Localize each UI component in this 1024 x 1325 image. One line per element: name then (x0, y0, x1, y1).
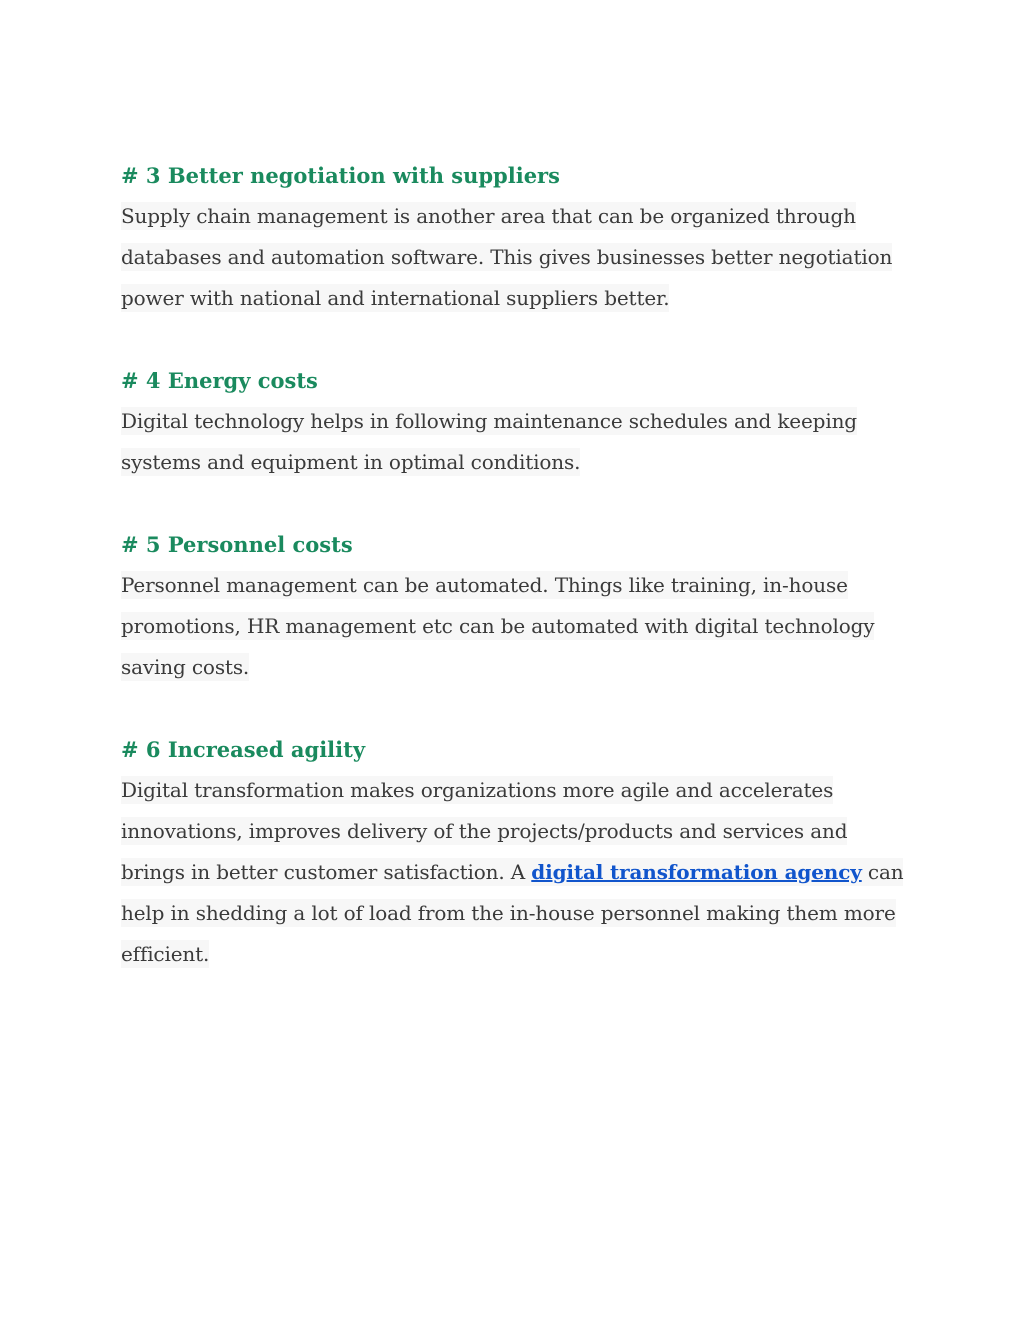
section-heading: # 4 Energy costs (121, 368, 318, 393)
paragraph-line: saving costs. (121, 655, 250, 679)
paragraph-line: help in shedding a lot of load from the in-house personnel making them more (121, 901, 896, 925)
paragraph-line: Digital transformation makes organizations more agile and accelerates (121, 778, 834, 802)
paragraph-line-with-link (121, 852, 911, 893)
paragraph-line: Personnel management can be automated. Things like training, in-house (121, 573, 848, 597)
paragraph-line: Supply chain management is another area that can be organized through (121, 204, 856, 228)
paragraph-line: systems and equipment in optimal conditions. (121, 450, 581, 474)
paragraph-line: efficient. (121, 942, 210, 966)
section-increased-agility (121, 729, 911, 975)
section-better-negotiation (121, 155, 911, 319)
section-heading: # 3 Better negotiation with suppliers (121, 163, 560, 188)
paragraph-line: Digital technology helps in following maintenance schedules and keeping (121, 409, 857, 433)
digital-transformation-agency-link[interactable]: digital transformation agency (531, 860, 862, 884)
paragraph-line: databases and automation software. This gives businesses better negotiation (121, 245, 893, 269)
section-heading: # 5 Personnel costs (121, 532, 353, 557)
paragraph-line: innovations, improves delivery of the projects/products and services and (121, 819, 848, 843)
document-page (121, 155, 911, 1016)
section-energy-costs (121, 360, 911, 483)
link-following-text: can (861, 860, 904, 884)
paragraph-line: promotions, HR management etc can be automated with digital technology (121, 614, 875, 638)
section-personnel-costs (121, 524, 911, 688)
link-preceding-text: brings in better customer satisfaction. A (121, 860, 532, 884)
section-heading: # 6 Increased agility (121, 737, 366, 762)
paragraph-line: power with national and international suppliers better. (121, 286, 670, 310)
